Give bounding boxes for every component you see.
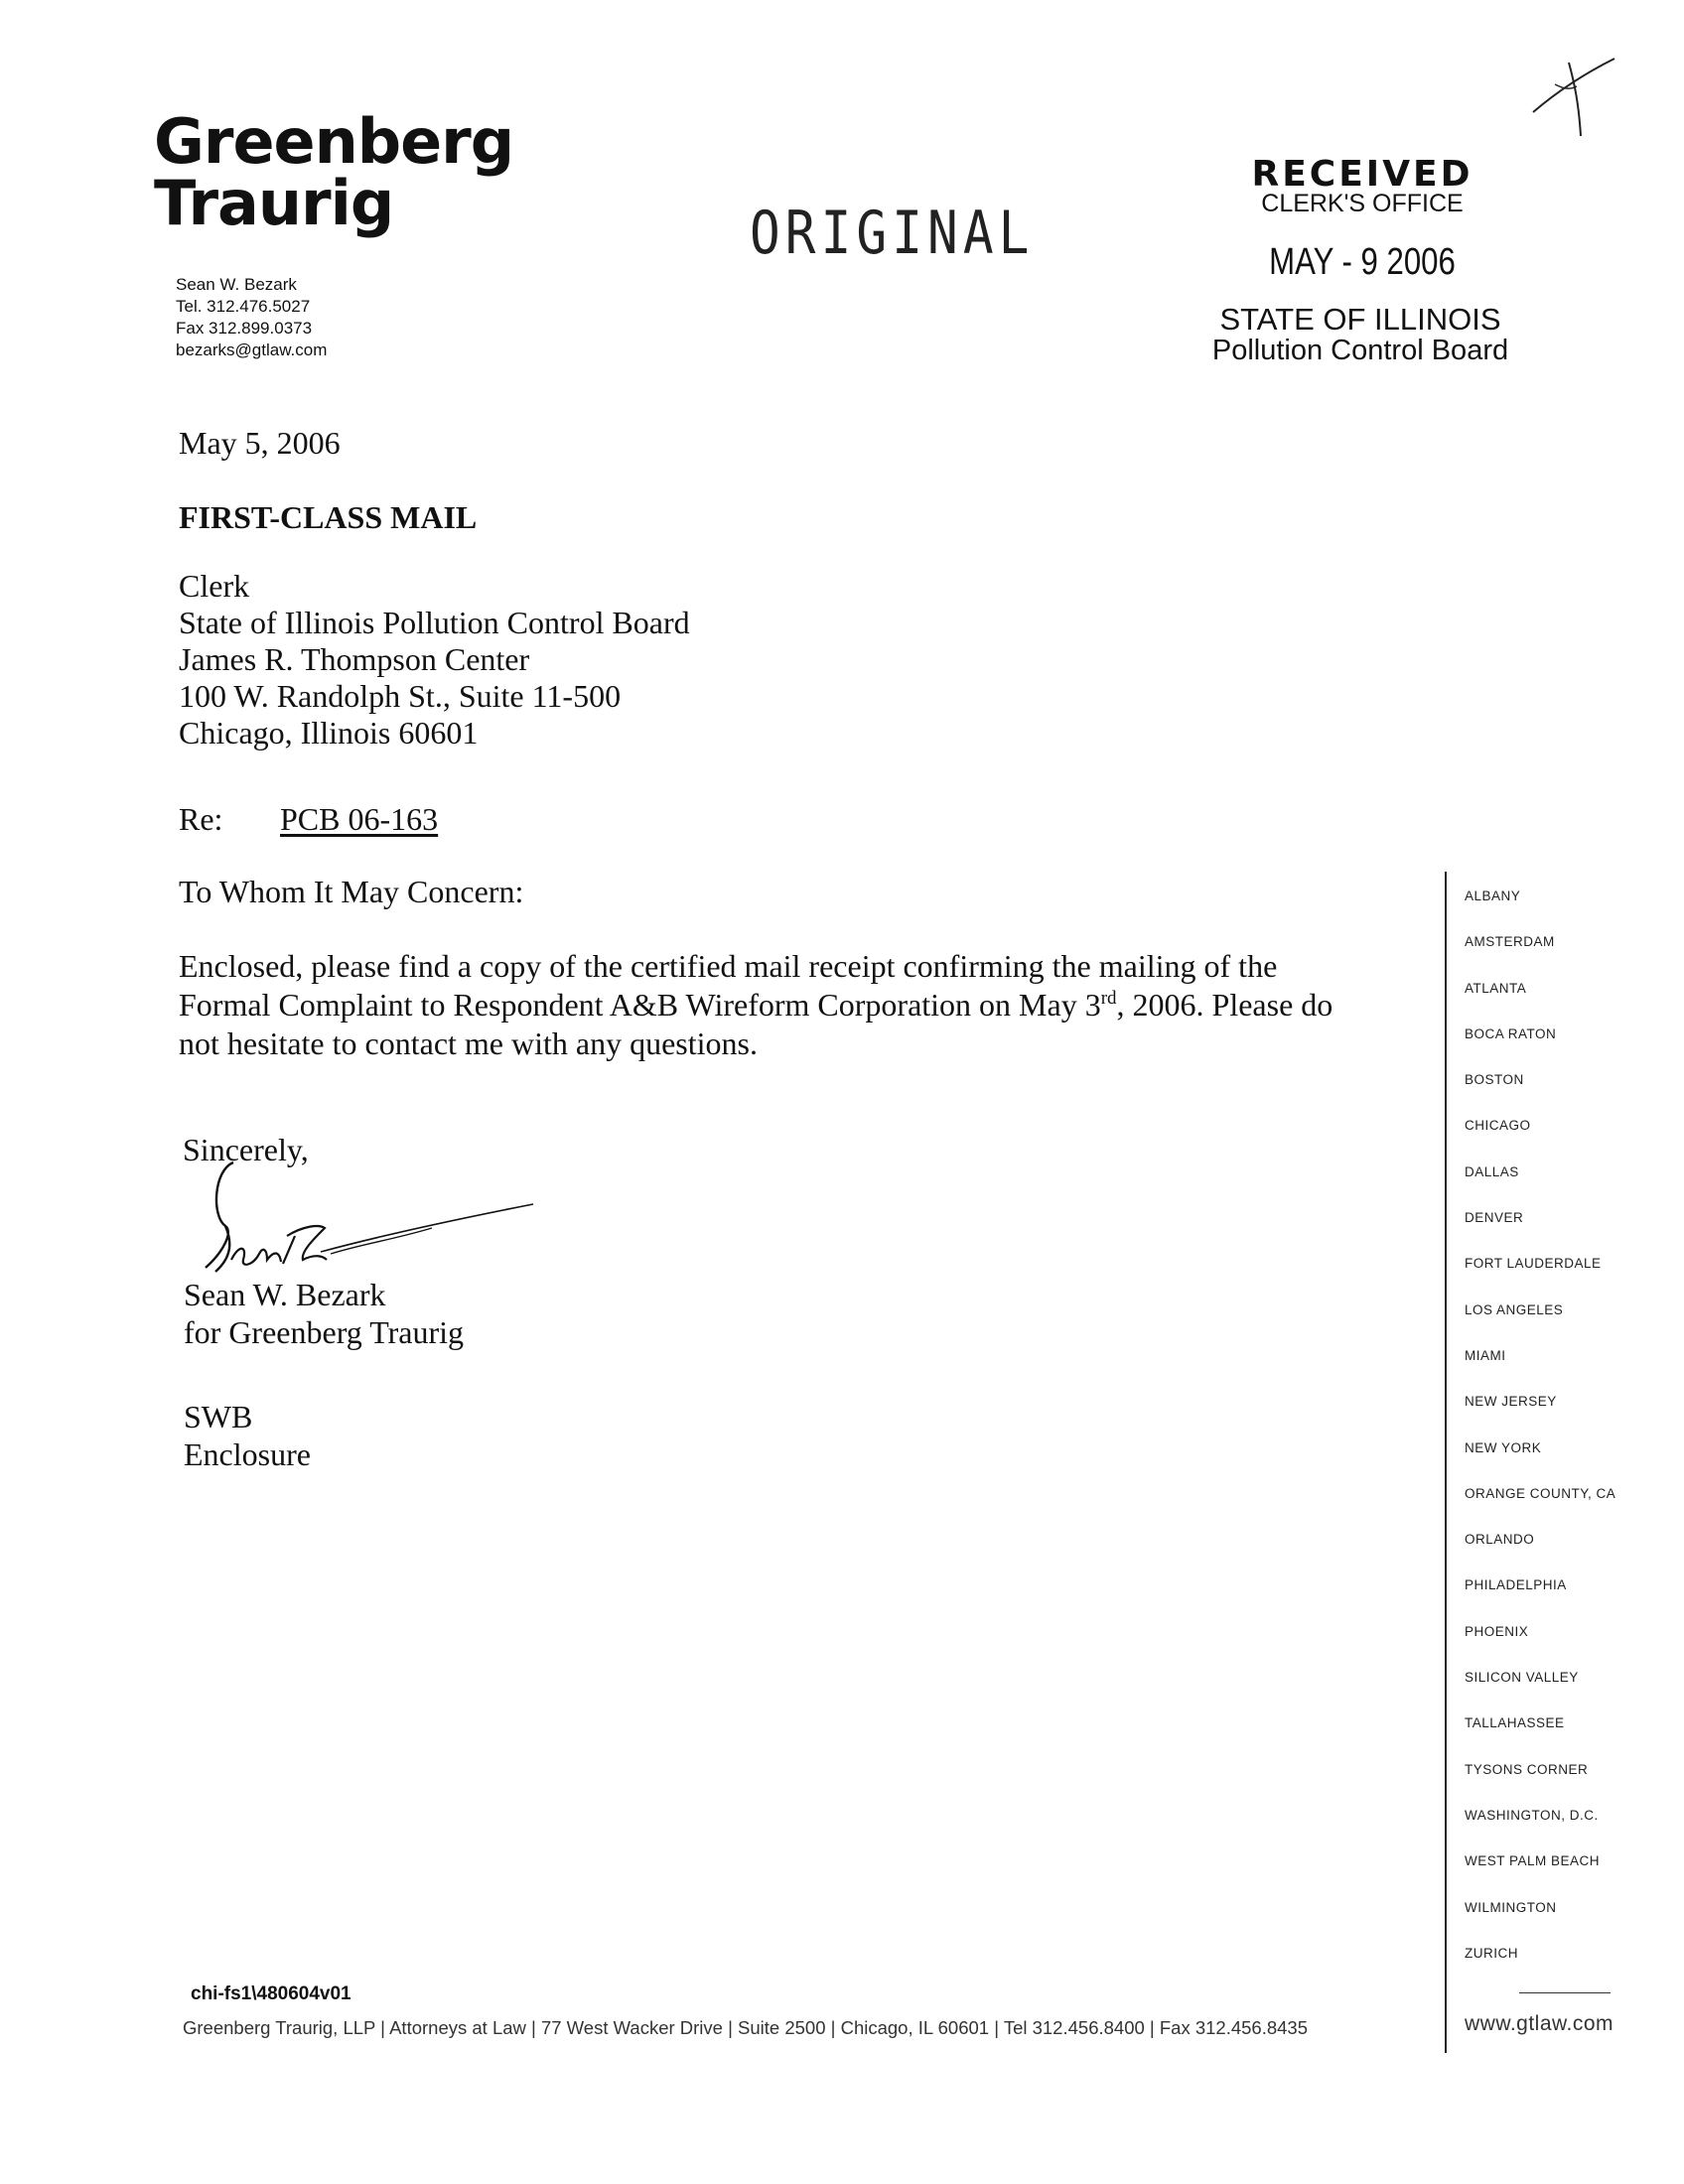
footer-address: Greenberg Traurig, LLP | Attorneys at Law | 77 West Wacker Drive | Suite 2500 | Chicago, IL 60601 | Tel 312.456.8400 | Fax 312.456.8435 <box>183 2017 1309 2038</box>
office-item: WILMINGTON <box>1465 1899 1557 1915</box>
office-column-divider <box>1445 872 1447 2053</box>
recipient-line: State of Illinois Pollution Control Board <box>179 605 690 640</box>
office-item: BOCA RATON <box>1465 1025 1557 1041</box>
sender-name: Sean W. Bezark <box>176 275 297 294</box>
office-item: NEW JERSEY <box>1465 1394 1557 1410</box>
logo-line-1: Greenberg <box>154 105 514 178</box>
received-stamp-date: MAY - 9 2006 <box>1269 241 1456 283</box>
office-item: ORLANDO <box>1465 1532 1535 1548</box>
received-stamp-state: STATE OF ILLINOIS <box>1219 302 1501 337</box>
received-stamp-clerk: CLERK'S OFFICE <box>1261 190 1464 217</box>
office-item: ZURICH <box>1465 1945 1518 1961</box>
office-item: NEW YORK <box>1465 1439 1542 1455</box>
office-item: MIAMI <box>1465 1347 1506 1363</box>
handwritten-signature <box>204 1157 541 1286</box>
salutation: To Whom It May Concern: <box>179 874 524 909</box>
recipient-line: Clerk <box>179 568 250 604</box>
re-label: Re: <box>179 801 223 837</box>
initials-block <box>184 1398 311 1473</box>
re-case-number: PCB 06-163 <box>280 801 439 837</box>
office-list <box>1465 887 1615 1990</box>
enclosure-note: Enclosure <box>184 1436 311 1472</box>
office-item: CHICAGO <box>1465 1118 1531 1134</box>
typist-initials: SWB <box>184 1399 253 1434</box>
firm-logo <box>154 105 514 239</box>
office-item: BOSTON <box>1465 1072 1524 1088</box>
office-item: TALLAHASSEE <box>1465 1715 1565 1731</box>
received-stamp-board: Pollution Control Board <box>1211 335 1509 366</box>
recipient-line: 100 W. Randolph St., Suite 11-500 <box>179 678 622 714</box>
office-item: PHILADELPHIA <box>1465 1577 1567 1593</box>
office-item: TYSONS CORNER <box>1465 1761 1589 1777</box>
mail-type: FIRST-CLASS MAIL <box>179 499 478 535</box>
document-id: chi-fs1\480604v01 <box>191 1983 351 2004</box>
office-item: WEST PALM BEACH <box>1465 1853 1601 1869</box>
received-stamp-title: RECEIVED <box>1251 154 1474 195</box>
handwritten-x-mark <box>1529 55 1618 144</box>
recipient-line: James R. Thompson Center <box>179 641 530 677</box>
office-item: DENVER <box>1465 1210 1524 1226</box>
office-item: WASHINGTON, D.C. <box>1465 1807 1599 1823</box>
body-line-3: not hesitate to contact me with any questions. <box>179 1025 758 1061</box>
office-item: SILICON VALLEY <box>1465 1670 1579 1686</box>
office-item: AMSTERDAM <box>1465 934 1555 950</box>
body-line-2: Formal Complaint to Respondent A&B Wireform Corporation on May 3rd, 2006. Please do <box>179 987 1333 1023</box>
office-item: DALLAS <box>1465 1163 1519 1179</box>
office-item: LOS ANGELES <box>1465 1301 1564 1317</box>
sender-tel: Tel. 312.476.5027 <box>176 297 311 316</box>
sender-email: bezarks@gtlaw.com <box>176 341 328 359</box>
letter-body-paragraph <box>179 947 1430 1063</box>
letter-date: May 5, 2006 <box>179 425 341 461</box>
office-item: ORANGE COUNTY, CA <box>1465 1485 1616 1501</box>
closing: Sincerely, <box>183 1132 309 1167</box>
recipient-address <box>179 568 690 751</box>
sender-contact-block <box>176 274 327 361</box>
office-item: PHOENIX <box>1465 1623 1529 1639</box>
sender-fax: Fax 312.899.0373 <box>176 319 313 338</box>
logo-line-2: Traurig <box>154 167 394 239</box>
office-item: ATLANTA <box>1465 980 1527 996</box>
signer-name: Sean W. Bezark <box>184 1277 386 1312</box>
original-stamp: ORIGINAL <box>750 199 1035 268</box>
signer-block <box>184 1276 464 1351</box>
office-item: ALBANY <box>1465 888 1521 903</box>
recipient-line: Chicago, Illinois 60601 <box>179 715 479 751</box>
firm-website: www.gtlaw.com <box>1465 2012 1614 2035</box>
office-item: FORT LAUDERDALE <box>1465 1256 1602 1272</box>
office-list-rule <box>1519 1992 1611 1993</box>
signer-firm: for Greenberg Traurig <box>184 1314 465 1350</box>
body-line-1: Enclosed, please find a copy of the certified mail receipt confirming the mailing of the <box>179 948 1278 984</box>
